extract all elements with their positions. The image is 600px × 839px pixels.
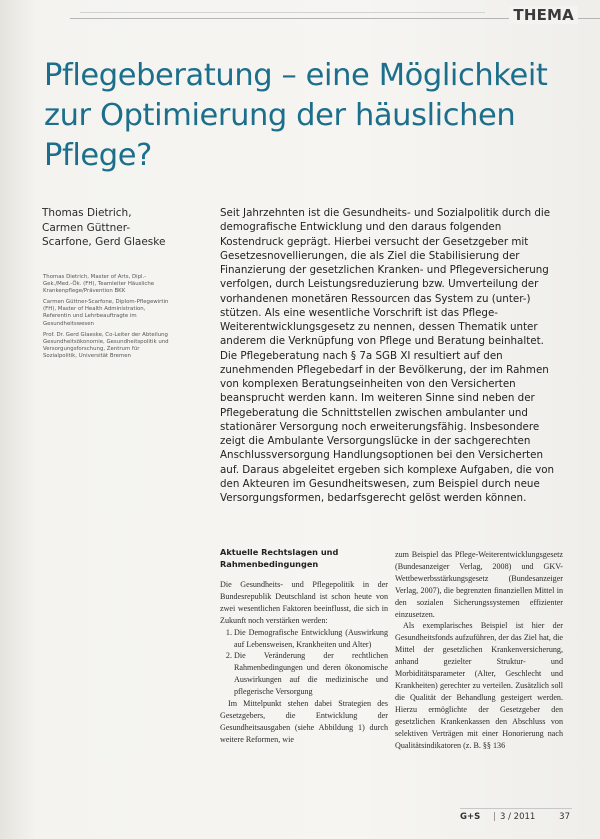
author-names: Thomas Dietrich, Carmen Güttner-Scarfone, Gerd Glaeske — [42, 207, 166, 248]
body-paragraph: Im Mittelpunkt stehen dabei Strategien des Gesetzgebers, die Entwicklung der Gesundheitsausgaben (siehe Abbildung 1) durch weitere Reformen, wie — [220, 699, 388, 744]
body-paragraph: Als exemplarisches Beispiel ist hier der Gesundheitsfonds aufzuführen, der das Ziel hat, die Mittel der gesetzlichen Krankenversicherung, anhand gezielter Struktur- und Morbiditätsparameter (Alter, Geschlecht und Krankheiten) gerechter zu verteilen. Zusätzlich soll die Qualität der Behandlung gesteigert werden. Hierzu ermöglichte der Gesetzgeber den gesetzlichen Krankenkassen den Abschluss von selektiven Verträgen mit einer Honorierung nach Qualitätsindikatoren (z. B. §§ 136 — [395, 621, 563, 750]
body-column-left — [220, 579, 388, 746]
footer-rule — [460, 808, 572, 809]
list-item: 1. Die Demografische Entwicklung (Auswirkung auf Lebensweisen, Krankheiten und Alter) — [234, 627, 388, 651]
section-heading: Aktuelle Rechtslagen und Rahmenbedingungen — [220, 547, 339, 569]
footer-separator: | — [493, 812, 496, 822]
journal-brand: G+S — [460, 812, 481, 822]
article-title: Pflegeberatung – eine Möglichkeit zur Optimierung der häuslichen Pflege? — [44, 58, 548, 173]
page-number: 37 — [559, 812, 570, 822]
author-notes — [43, 274, 171, 364]
body-column-right — [395, 549, 563, 751]
author-note: Carmen Güttner-Scarfone, Diplom-Pflegewirtin (FH), Master of Health Administration, Referentin und Lehrbeauftragte im Gesundheitswesen — [43, 299, 169, 327]
body-paragraph: zum Beispiel das Pflege-Weiterentwicklungsgesetz (Bundesanzeiger Verlag, 2008) und GKV-Wettbewerbsstärkungsgesetz (Bundesanzeiger Verlag, 2007), die begrenzten finanziellen Mittel in den sozialen Sicherungssystemen effizienter einzusetzen. — [395, 550, 563, 619]
author-note: Thomas Dietrich, Master of Arts, Dipl.-Gek./Med.-Ök. (FH), Teamleiter Häusliche Krankenpflege/Prävention BKK — [43, 274, 155, 295]
body-paragraph: Die Gesundheits- und Pflegepolitik in der Bundesrepublik Deutschland ist schon heute von zwei wesentlichen Faktoren beeinflusst, die sich in Zukunft noch verstärken werden: — [220, 580, 388, 625]
header-rule-upper — [80, 12, 485, 13]
section-tag: THEMA — [509, 6, 578, 24]
list-item: 2. Die Veränderung der rechtlichen Rahmenbedingungen und deren ökonomische Auswirkungen auf die medizinische und pflegerische Versorgung — [234, 650, 388, 698]
page-footer — [460, 812, 570, 828]
issue-label: 3 / 2011 — [500, 812, 536, 822]
factor-list — [220, 627, 388, 698]
author-note: Prof. Dr. Gerd Glaeske, Co-Leiter der Abteilung Gesundheitsökonomie, Gesundheitspolitik und Versorgungsforschung, Zentrum für Sozialpolitik, Universität Bremen — [43, 331, 169, 359]
lead-paragraph: Seit Jahrzehnten ist die Gesundheits- und Sozialpolitik durch die demografische Entwicklung und den daraus folgenden Kostendruck geprägt. Hierbei versucht der Gesetzgeber mit Gesetzesnovellierungen, die als Ziel die Stabilisierung der Finanzierung der gesetzlichen Kranken- und Pflegeversicherung verfolgen, durch Leistungsreduzierung bzw. Umverteilung der vorhandenen monetären Ressourcen das System zu (unter-) stützen. Als eine wesentliche Vorschrift ist das Pflege-Weiterentwicklungsgesetz zu nennen, dessen Thematik unter anderem die Verknüpfung von Pflege und Beratung beinhaltet. Die Pflegeberatung nach § 7a SGB XI resultiert auf den zunehmenden Pflegebedarf in der Bevölkerung, der im Rahmen von komplexen Beratungseinheiten von den Versicherten beansprucht werden kann. Im weiteren Sinne sind neben der Pflegeberatung die Schnittstellen zwischen ambulanter und stationärer Versorgung noch erweiterungsfähig. Insbesondere zeigt die Ambulante Versorgungslücke in der sachgerechten Anschlussversorgung Handlungsoptionen bei den Versicherten auf. Daraus abgeleitet ergeben sich komplexe Aufgaben, die von den Akteuren im Gesundheitswesen, zum Beispiel durch neue Versorgungsformen, bedarfsgerecht gelöst werden können. — [220, 207, 555, 504]
